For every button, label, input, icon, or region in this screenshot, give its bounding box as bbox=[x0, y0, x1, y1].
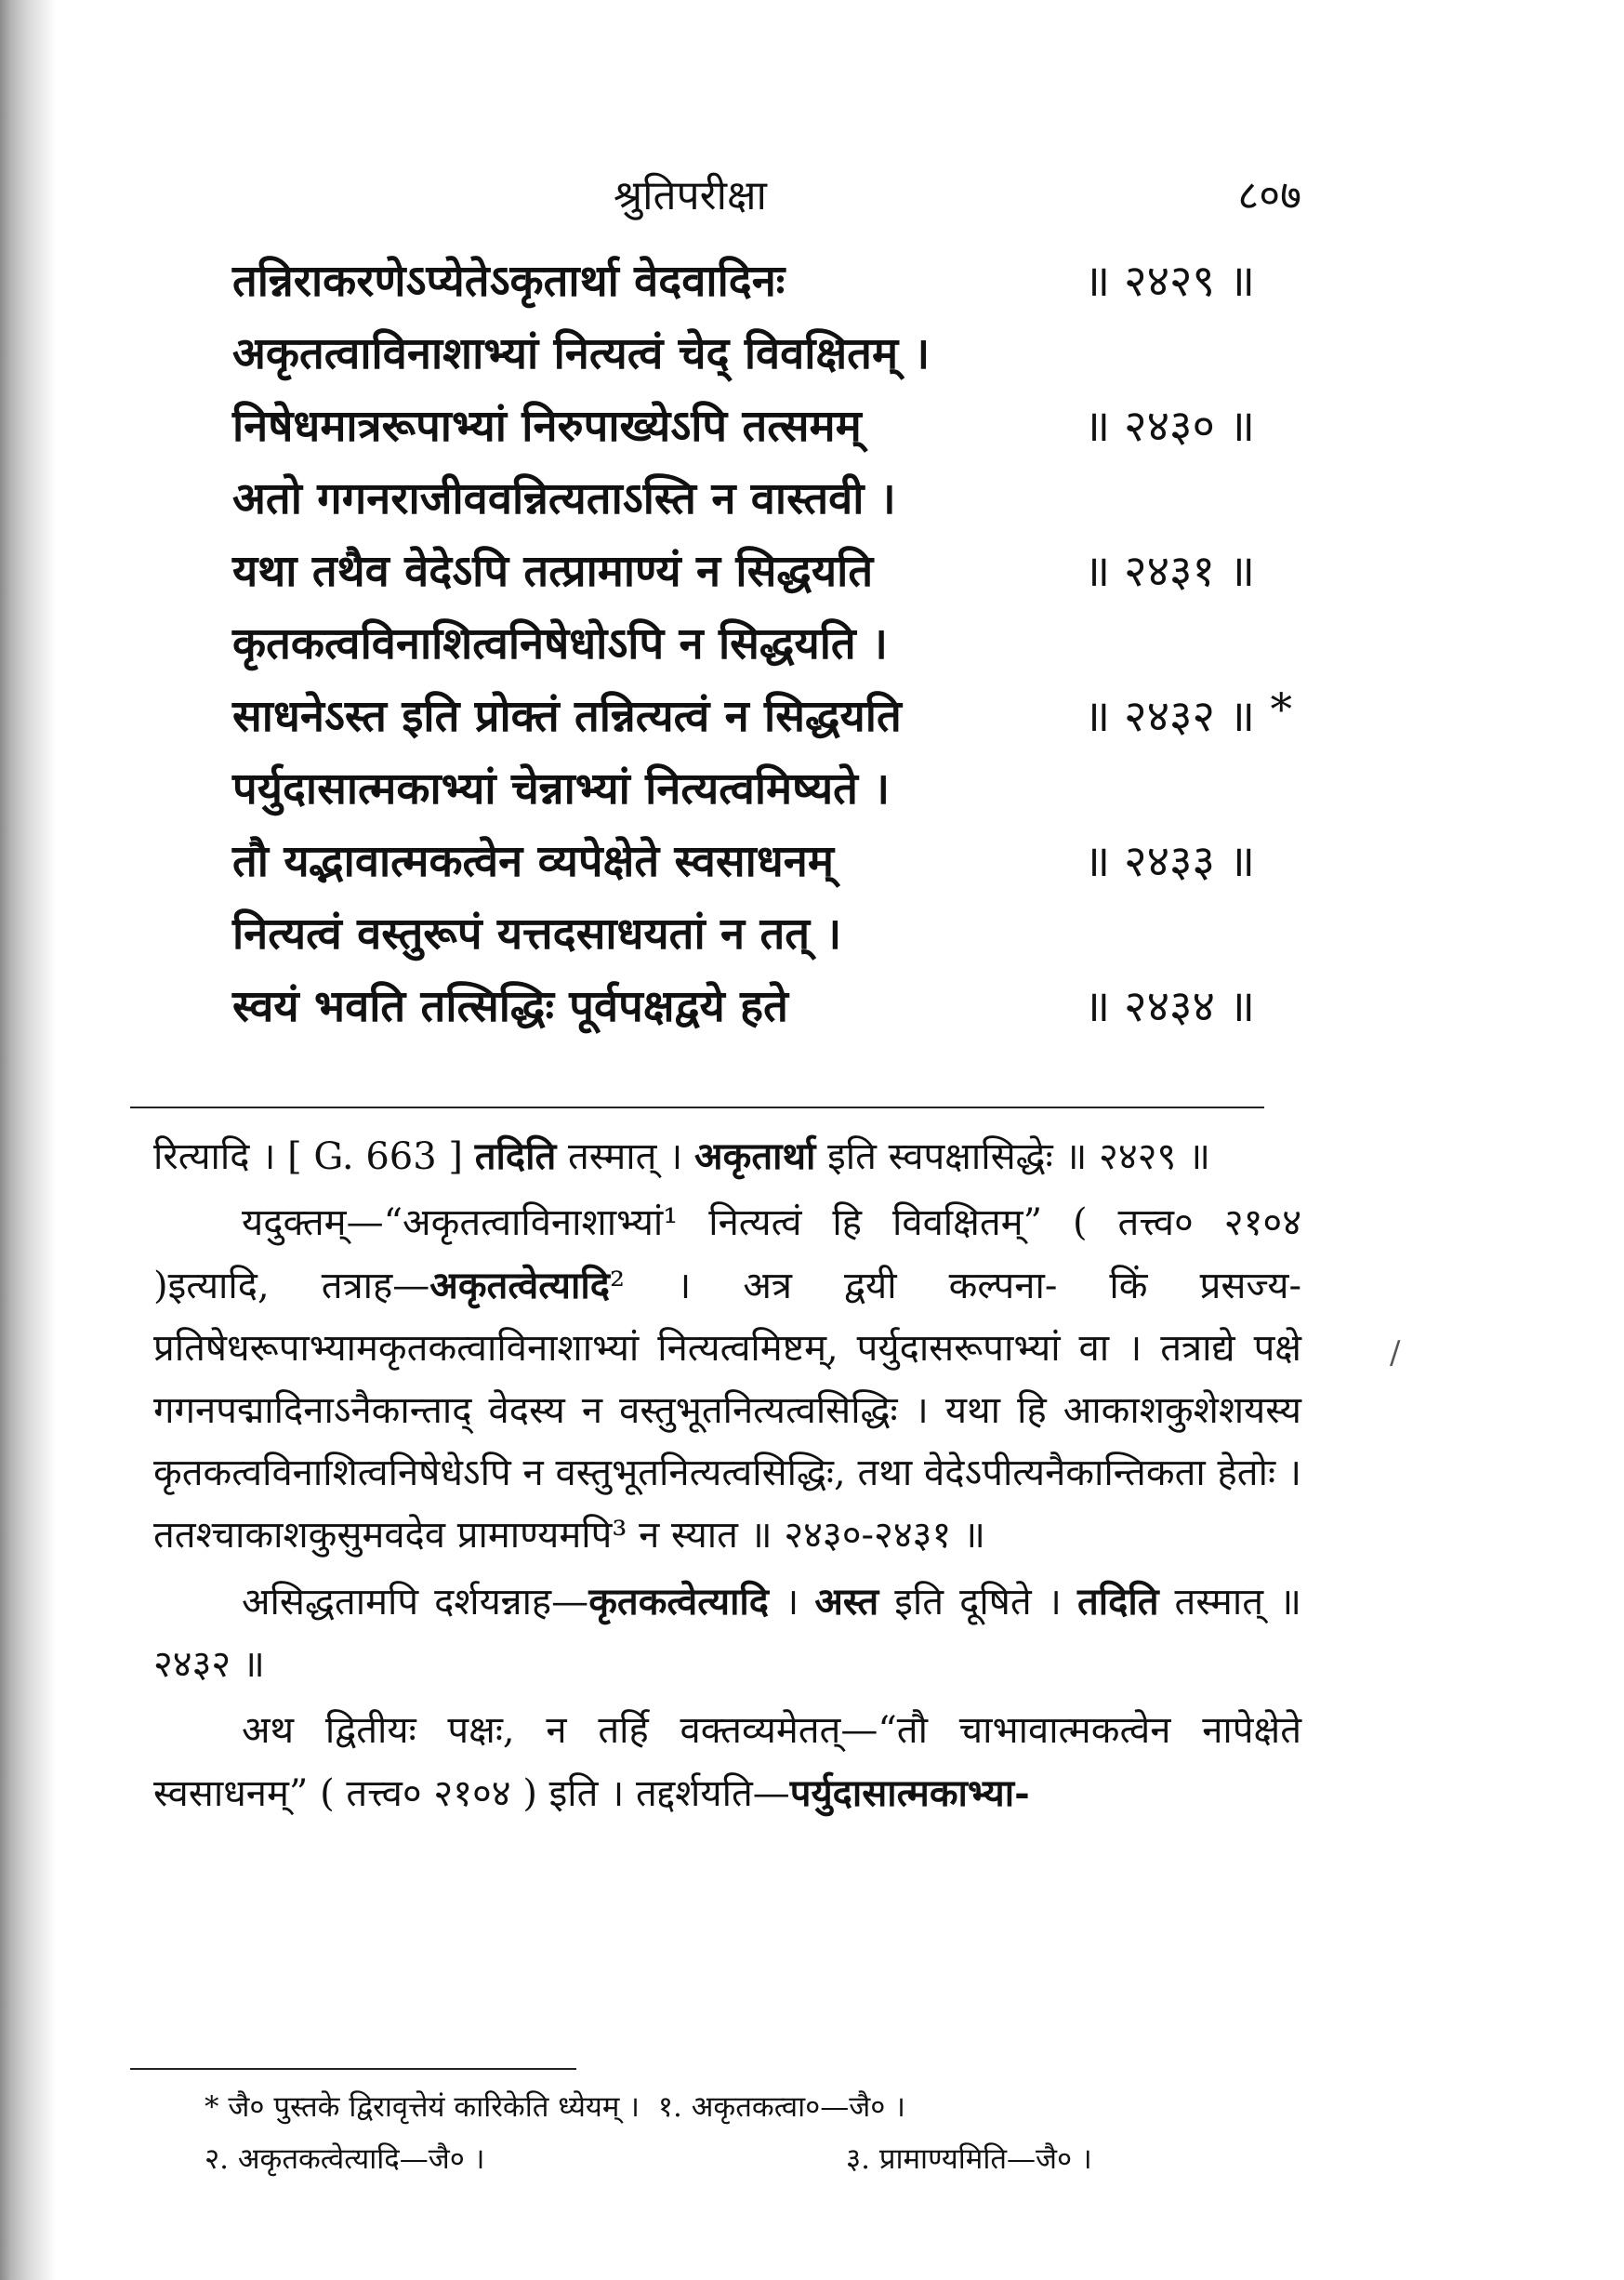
verse-text: साधनेऽस्त इति प्रोक्तं तन्नित्यत्वं न सिद्धयति bbox=[232, 691, 902, 742]
commentary-paragraph: अथ द्वितीयः पक्षः, न तर्हि वक्तव्यमेतत्—“तौ चाभावात्मकत्वेन नापेक्षेते स्वसाधनम्” ( तत्त्व० २१०४ ) इति । तद्दर्शयति—पर्युदासात्मकाभ्या- bbox=[153, 1709, 1301, 1815]
margin-pencil-mark: / bbox=[1390, 1334, 1401, 1372]
book-spine-shadow bbox=[0, 0, 56, 2280]
verse-number: ॥ २४३० ॥ bbox=[1084, 401, 1255, 452]
verse-text: अतो गगनराजीववन्नित्यताऽस्ति न वास्तवी । bbox=[232, 473, 896, 524]
verse-number: ॥ २४३३ ॥ bbox=[1084, 836, 1255, 887]
verse-text: तौ यद्भावात्मकत्वेन व्यपेक्षेते स्वसाधनम् bbox=[232, 836, 834, 887]
verse-line bbox=[232, 902, 1311, 974]
verse-line bbox=[232, 467, 1311, 539]
footnote-star-mark: * bbox=[1270, 684, 1292, 736]
verse-text: पर्युदासात्मकाभ्यां चेन्नाभ्यां नित्यत्वमिष्यते । bbox=[232, 763, 891, 815]
verse-line bbox=[232, 394, 1311, 467]
verse-number: ॥ २४३१ ॥ bbox=[1084, 546, 1255, 597]
commentary-block bbox=[153, 1125, 1301, 1829]
verse-text: यथा तथैव वेदेऽपि तत्प्रामाण्यं न सिद्धयति bbox=[232, 546, 874, 597]
footnote-star: * जै० पुस्तके द्विरावृत्तेयं कारिकेति ध्येयम् । bbox=[205, 2090, 640, 2124]
commentary-paragraph: असिद्धतामपि दर्शयन्नाह—कृतकत्वेत्यादि । अस्त इति दूषिते । तदिति तस्मात् ॥ २४३२ ॥ bbox=[153, 1580, 1302, 1686]
verse-line bbox=[232, 539, 1311, 612]
verse-line bbox=[232, 249, 1311, 322]
page-header bbox=[232, 156, 1301, 221]
verse-line bbox=[232, 757, 1311, 829]
footnote-2: २. अकृतकत्वेत्यादि—जै० । bbox=[205, 2142, 485, 2176]
verse-text: निषेधमात्ररूपाभ्यां निरुपाख्येऽपि तत्समम् bbox=[232, 401, 862, 452]
commentary-paragraph: रित्यादि । [ G. 663 ] तदिति तस्मात् । अकृतार्था इति स्वपक्षासिद्धेः ॥ २४२९ ॥ bbox=[153, 1134, 1210, 1178]
commentary-paragraph: यदुक्तम्—“अकृतत्वाविनाशाभ्यां¹ नित्यत्वं हि विवक्षितम्” ( तत्त्व० २१०४ )इत्यादि, तत्राह—अकृतत्वेत्यादि² । अत्र द्वयी कल्पना- किं प्रसज्य-प्रतिषेधरूपाभ्यामकृतकत्वाविनाशाभ्यां नित्यत्वमिष्टम्, पर्युदासरूपाभ्यां वा । तत्राद्ये पक्षे गगनपद्मादिनाऽनैकान्ताद् वेदस्य न वस्तुभूतनित्यत्वसिद्धिः । यथा हि आकाशकुशेशयस्य कृतकत्वविनाशित्वनिषेधेऽपि न वस्तुभूतनित्यत्वसिद्धिः, तथा वेदेऽपीत्यनैकान्तिकता हेतोः । ततश्चाकाशकुसुमवदेव प्रामाण्यमपि³ न स्यात ॥ २४३०-२४३१ ॥ bbox=[153, 1201, 1301, 1557]
footnote-1: १. अकृतकत्वा०—जै० । bbox=[657, 2090, 906, 2124]
verse-text: अकृतत्वाविनाशाभ्यां नित्यत्वं चेद् विवक्षितम् । bbox=[232, 328, 931, 379]
verse-line bbox=[232, 974, 1311, 1047]
verse-number: ॥ २४२९ ॥ bbox=[1084, 256, 1255, 307]
page-number: ८०७ bbox=[1237, 172, 1301, 219]
footnotes bbox=[205, 2081, 1246, 2185]
verse-block bbox=[232, 249, 1311, 1047]
footnote-divider bbox=[130, 2068, 576, 2070]
verse-number: ॥ २४३४ ॥ bbox=[1084, 981, 1255, 1032]
verse-line bbox=[232, 612, 1311, 684]
verse-text: तन्निराकरणेऽप्येतेऽकृतार्था वेदवादिनः bbox=[232, 256, 786, 307]
verse-text: स्वयं भवति तत्सिद्धिः पूर्वपक्षद्वये हते bbox=[232, 981, 788, 1032]
verse-line bbox=[232, 829, 1311, 902]
verse-line bbox=[232, 684, 1311, 757]
verse-line bbox=[232, 322, 1311, 394]
verse-number: ॥ २४३२ ॥ bbox=[1084, 691, 1255, 742]
running-title: श्रुतिपरीक्षा bbox=[614, 172, 767, 219]
verse-commentary-divider bbox=[130, 1107, 1264, 1108]
verse-text: नित्यत्वं वस्तुरूपं यत्तदसाधयतां न तत् । bbox=[232, 908, 842, 960]
verse-text: कृतकत्वविनाशित्वनिषेधोऽपि न सिद्धयति । bbox=[232, 618, 888, 669]
footnote-3: ३. प्रामाण्यमिति—जै० । bbox=[846, 2142, 1092, 2176]
footnote-row bbox=[205, 2133, 1246, 2185]
footnote-row bbox=[205, 2081, 1246, 2133]
